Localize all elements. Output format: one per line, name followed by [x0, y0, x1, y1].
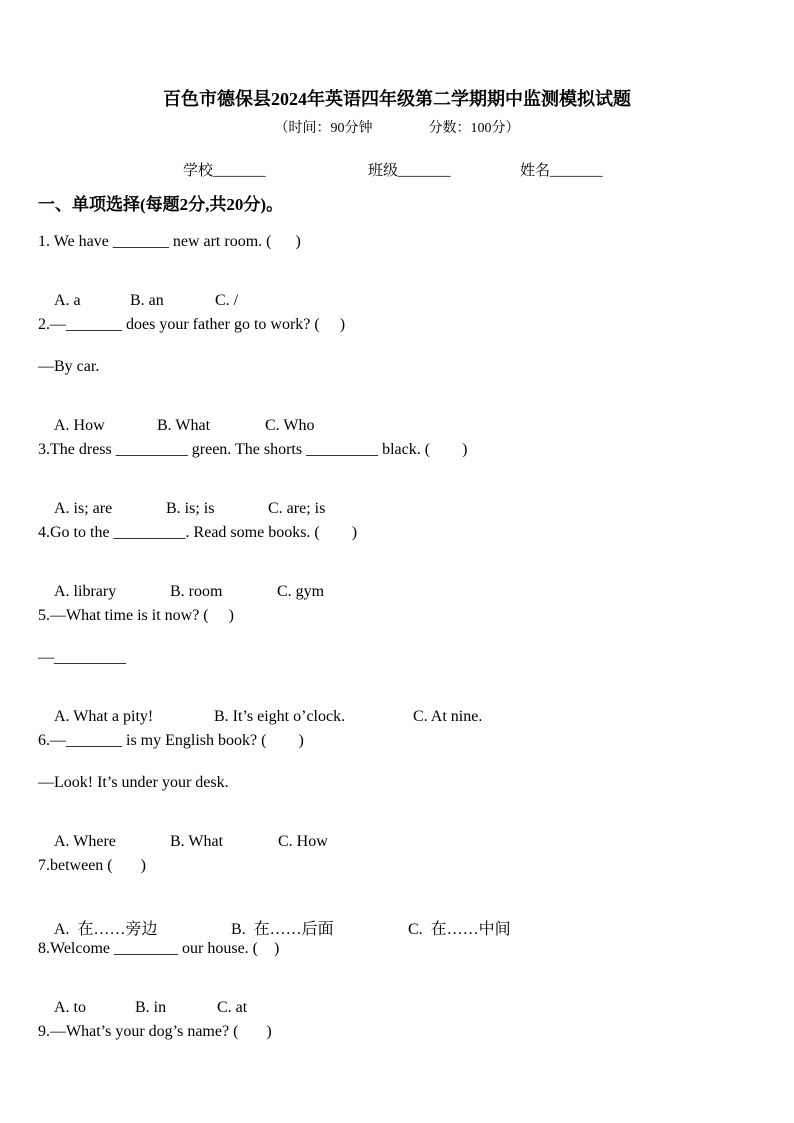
question-7-stem: 7.between ( ): [38, 857, 146, 874]
option-b: B. is; is: [166, 500, 215, 517]
option-b: B. in: [135, 999, 167, 1016]
student-info-row: [0, 159, 794, 183]
option-a: A. is; are: [54, 500, 113, 517]
question-2-reply: —By car.: [38, 358, 100, 375]
question-6-stem: 6.—_______ is my English book? ( ): [38, 732, 304, 749]
school-field: 学校_______: [183, 163, 266, 179]
option-c: C. At nine.: [413, 708, 483, 725]
option-c: C. 在……中间: [408, 921, 511, 938]
option-b: B. 在……后面: [231, 921, 334, 938]
question-2-stem: 2.—_______ does your father go to work? ( ): [38, 316, 346, 333]
option-c: C. are; is: [268, 500, 326, 517]
option-b: B. What: [170, 833, 224, 850]
option-c: C. gym: [277, 583, 325, 600]
question-5-reply: —_________: [38, 649, 126, 666]
option-a: A. How: [54, 417, 105, 434]
option-b: B. It’s eight o’clock.: [214, 708, 346, 725]
option-a: A. library: [54, 583, 117, 600]
question-9-stem: 9.—What’s your dog’s name? ( ): [38, 1023, 272, 1040]
option-b: B. room: [170, 583, 223, 600]
question-5-stem: 5.—What time is it now? ( ): [38, 607, 234, 624]
question-4-stem: 4.Go to the _________. Read some books. ( ): [38, 524, 358, 541]
class-field: 班级_______: [368, 163, 451, 179]
option-a: A. to: [54, 999, 86, 1016]
exam-subtitle: （时间：90分钟 分数：100分）: [274, 121, 520, 136]
question-8-stem: 8.Welcome ________ our house. ( ): [38, 940, 280, 957]
option-a: A. Where: [54, 833, 116, 850]
question-6-reply: —Look! It’s under your desk.: [38, 774, 229, 791]
option-a: A. What a pity!: [54, 708, 154, 725]
option-b: B. an: [130, 292, 164, 309]
section-heading: 一、单项选择(每题2分,共20分)。: [38, 195, 284, 214]
option-c: C. How: [278, 833, 328, 850]
option-a: A. 在……旁边: [54, 921, 158, 938]
option-c: C. /: [215, 292, 239, 309]
question-3-stem: 3.The dress _________ green. The shorts _________ black. ( ): [38, 441, 468, 458]
exam-title: 百色市德保县2024年英语四年级第二学期期中监测模拟试题: [163, 89, 631, 109]
option-c: C. Who: [265, 417, 315, 434]
option-c: C. at: [217, 999, 248, 1016]
name-field: 姓名_______: [520, 163, 603, 179]
option-b: B. What: [157, 417, 211, 434]
question-1-stem: 1. We have _______ new art room. ( ): [38, 233, 301, 250]
option-a: A. a: [54, 292, 81, 309]
